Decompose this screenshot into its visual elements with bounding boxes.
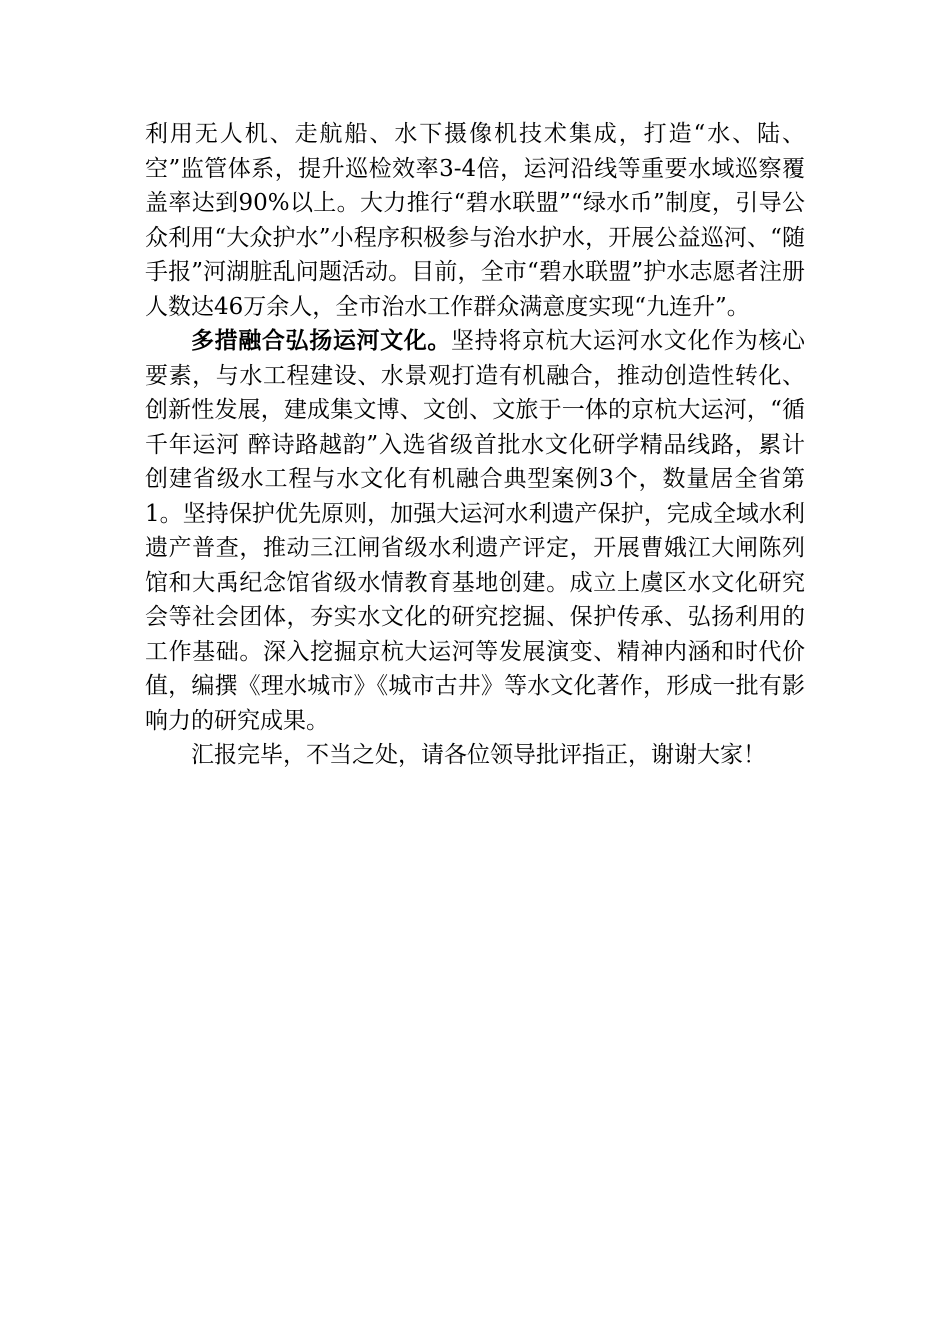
closing-paragraph-text: 汇报完毕，不当之处，请各位领导批评指正，谢谢大家！	[191, 742, 766, 768]
paragraph-1	[145, 117, 805, 324]
paragraph-2-text: 坚持将京杭大运河水文化作为核心要素，与水工程建设、水景观打造有机融合，推动创造性转化、创新性发展，建成集文博、文创、文旅于一体的京杭大运河，“循千年运河 醉诗路越韵”入选省级首批水文化研学精品线路，累计创建省级水工程与水文化有机融合典型案例3个，数量居全省第1。坚持保护优先原则，加强大运河水利遗产保护，完成全域水利遗产普查，推动三江闸省级水利遗产评定，开展曹娥江大闸陈列馆和大禹纪念馆省级水情教育基地创建。成立上虞区水文化研究会等社会团体，夯实水文化的研究挖掘、保护传承、弘扬利用的工作基础。深入挖掘京杭大运河等发展演变、精神内涵和时代价值，编撰《理水城市》《城市古井》等水文化著作，形成一批有影响力的研究成果。	[145, 328, 806, 734]
closing-paragraph	[145, 738, 805, 773]
paragraph-2	[145, 324, 805, 738]
paragraph-1-text: 利用无人机、走航船、水下摄像机技术集成，打造“水、陆、空”监管体系，提升巡检效率3-4倍，运河沿线等重要水域巡察覆盖率达到90%以上。大力推行“碧水联盟”“绿水币”制度，引导公众利用“大众护水”小程序积极参与治水护水，开展公益巡河、“随手报”河湖脏乱问题活动。目前，全市“碧水联盟”护水志愿者注册人数达46万余人，全市治水工作群众满意度实现“九连升”。	[145, 121, 805, 320]
document-body	[145, 117, 805, 773]
paragraph-2-heading: 多措融合弘扬运河文化。	[191, 327, 452, 354]
